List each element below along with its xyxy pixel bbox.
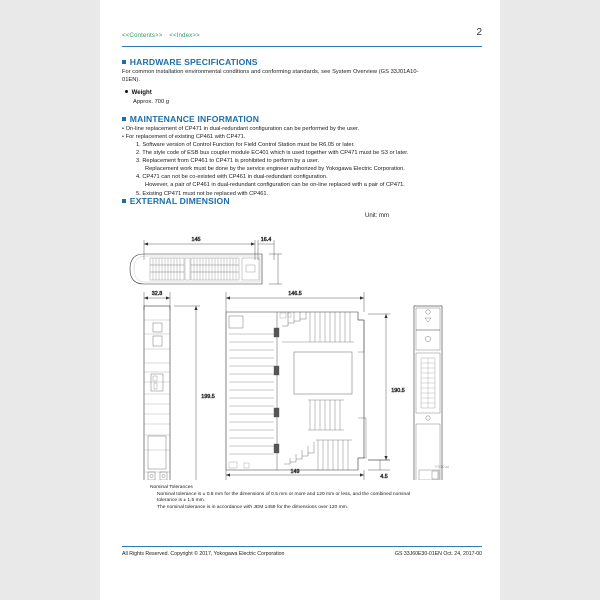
footer-copyright: All Rights Reserved. Copyright © 2017, Yokogawa Electric Corporation <box>122 551 285 557</box>
section-heading-external-dimension <box>122 196 230 206</box>
hardware-heading-label: HARDWARE SPECIFICATIONS <box>129 57 258 67</box>
weight-value: Approx. 700 g <box>133 99 170 105</box>
list-item: 1. Software version of Control Function for Field Control Station must be R6.05 or later. <box>136 142 355 148</box>
nominal-tolerances-note <box>150 485 485 511</box>
index-link[interactable]: <<Index>> <box>169 32 200 39</box>
footer-divider <box>122 546 482 547</box>
svg-text:190.5: 190.5 <box>391 388 405 394</box>
list-item: 5. Existing CP471 must not be replaced with CP461. <box>136 190 269 197</box>
tolerance-heading: Nominal Tolerances <box>150 485 193 490</box>
weight-label-text: Weight <box>131 89 152 96</box>
hardware-intro-line-2: 01EN). <box>122 77 141 84</box>
list-item-continuation: However, a pair of CP461 in dual-redundant configuration can be on-line replaced with a pair of CP471. <box>145 182 405 189</box>
svg-text:146.5: 146.5 <box>288 291 302 297</box>
drawing-reference-code: F010.ai <box>435 464 449 469</box>
section-heading-maintenance-information <box>122 114 259 124</box>
list-item: • On-line replacement of CP471 in dual-redundant configuration can be performed by the user. <box>122 126 360 132</box>
maintenance-numbered-list <box>136 141 408 198</box>
page-number: 2 <box>476 27 482 38</box>
section-heading-hardware-specifications <box>122 57 258 67</box>
round-bullet-icon <box>125 90 128 93</box>
hardware-intro-line-1: For common installation environmental conditions and conforming standards, see System Overview (GS 33J01A10- <box>122 69 419 75</box>
square-bullet-icon <box>122 117 126 121</box>
list-item: 4. CP471 can not be co-existed with CP461 in dual-redundant configuration. <box>136 174 328 181</box>
external-dimension-drawing <box>122 222 482 480</box>
list-item-continuation: Replacement work must be done by the service engineer authorized by Yokogawa Electric Corporation. <box>145 166 405 173</box>
svg-text:4.5: 4.5 <box>380 474 388 480</box>
document-page <box>100 0 500 600</box>
footer-document-code: GS 33J60E30-01EN Oct. 24, 2017-00 <box>394 551 482 557</box>
tolerance-line-1: Nominal tolerance is ± 0.8 mm for the dimensions of 0.5 mm or more and 120 mm or less, and the combined nominal <box>157 491 411 497</box>
svg-text:145: 145 <box>191 237 201 243</box>
square-bullet-icon <box>122 199 126 203</box>
weight-label <box>125 89 152 96</box>
unit-label: Unit: mm <box>365 213 389 219</box>
tolerance-line-2: tolerance is ± 1.5 mm. <box>157 498 206 504</box>
maintenance-heading-label: MAINTENANCE INFORMATION <box>129 114 260 124</box>
list-item: • For replacement of existing CP461 with CP471. <box>122 134 246 141</box>
svg-text:32.8: 32.8 <box>151 291 163 297</box>
svg-text:149: 149 <box>290 469 300 475</box>
external-dimension-heading-label: EXTERNAL DIMENSION <box>129 196 230 206</box>
header-divider <box>122 46 482 47</box>
maintenance-bullet-list <box>122 125 359 141</box>
header-navigation-links <box>122 32 205 39</box>
contents-link[interactable]: <<Contents>> <box>122 32 163 39</box>
tolerance-line-3: The nominal tolerance is in accordance with JEM 1459 for the dimensions over 120 mm. <box>157 504 349 510</box>
square-bullet-icon <box>122 60 126 64</box>
list-item: 3. Replacement from CP461 to CP471 is prohibited to perform by a user. <box>136 158 320 165</box>
svg-text:199.5: 199.5 <box>201 394 215 400</box>
svg-text:16.4: 16.4 <box>260 237 272 243</box>
list-item: 2. The style code of ESB bus coupler module EC401 which is used together with CP471 must be S3 or later. <box>136 150 409 157</box>
page-content <box>100 0 500 600</box>
hardware-intro-text <box>122 68 484 84</box>
